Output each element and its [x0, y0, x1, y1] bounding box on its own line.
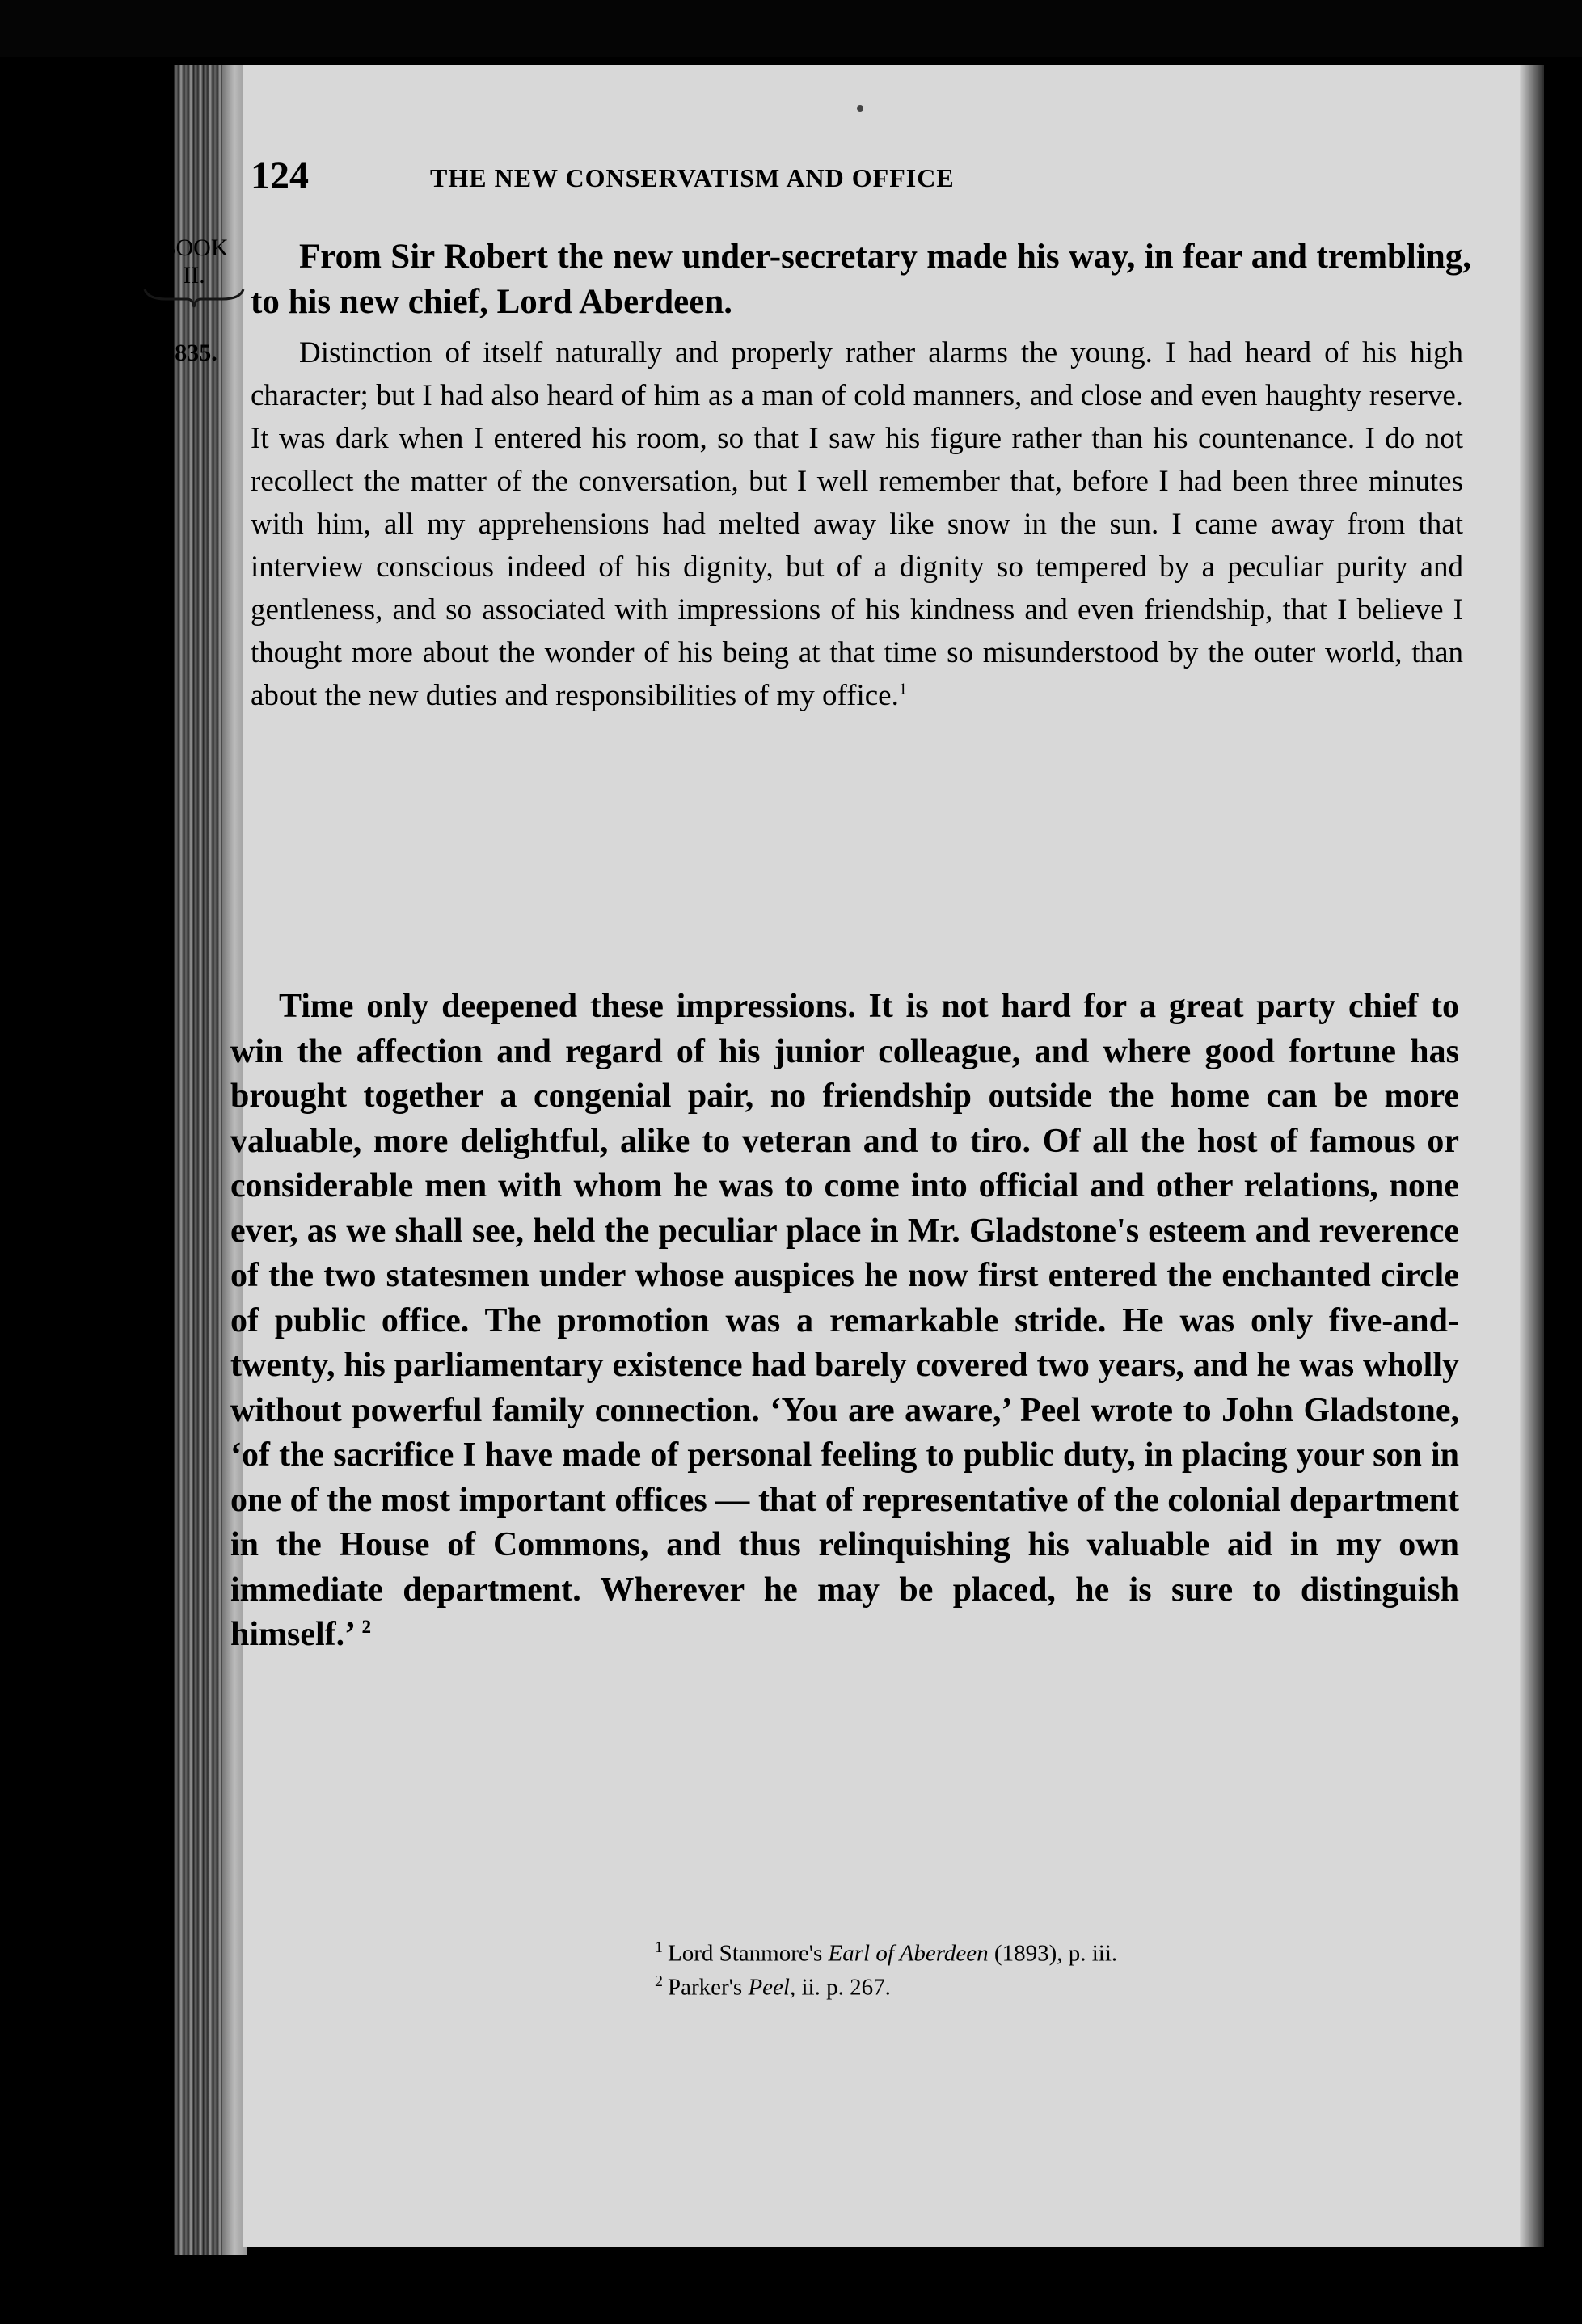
paragraph-2-quotation	[251, 331, 1463, 717]
scan-border	[0, 0, 1582, 57]
footnote-citation: (1893), p. iii.	[988, 1940, 1118, 1967]
margin-book-word: BOOK	[159, 234, 229, 261]
footnote-ref-1: 1	[898, 680, 908, 698]
running-head	[251, 154, 1301, 210]
paragraph-3-text: Time only deepened these impressions. It is not hard for a great party chief to win the affection and regard of his junior colleague, and where good fortune has brought together a congenial pair, no friendship outside the home can be more valuable, more delightful, alike to veteran and to tiro. Of all the host of famous or considerable men with whom he was to come into official and other relations, none ever, as we shall see, held the peculiar place in Mr. Gladstone's esteem and reverence of the two statesmen under whose auspices he now first entered the enchanted circle of public office. The promotion was a remarkable stride. He was only five-and-twenty, his parliamentary existence had barely covered two years, and he was wholly without powerful family connection. ‘You are aware,’ Peel wrote to John Gladstone, ‘of the sacrifice I have made of personal feeling to public duty, in placing your son in one of the most important offices — that of representative of the colonial department in the House of Commons, and thus relinquishing his valuable aid in my own immediate department. Wherever he may be placed, he is sure to distinguish himself.’	[230, 988, 1459, 1653]
footnote-text: Parker's	[668, 1974, 749, 2001]
footnote-2	[655, 1968, 1382, 2001]
margin-book-label	[137, 234, 251, 289]
paragraph-3	[230, 985, 1459, 1658]
margin-brace	[141, 285, 247, 309]
page-number: 124	[251, 154, 309, 197]
footnote-number: 2	[655, 1972, 663, 1990]
footnote-ref-2: 2	[361, 1616, 372, 1637]
scan-speck	[857, 105, 863, 112]
paragraph-2-text: Distinction of itself naturally and properly rather alarms the young. I had heard of his high character; but I had also heard of him as a man of cold manners, and close and even haughty reserve. It was dark when I entered his room, so that I saw his figure rather than his countenance. I do not recollect the matter of the conversation, but I well remember that, before I had been three minutes with him, all my apprehensions had melted away like snow in the sun. I came away from that interview conscious indeed of his dignity, but of a dignity so tempered by a peculiar purity and gentleness, and so associated with impressions of his kindness and even friendship, that I believe I thought more about the wonder of his being at that time so misunderstood by the outer world, than about the new duties and responsibilities of my office.	[251, 336, 1463, 712]
margin-year: 1835.	[162, 340, 217, 366]
margin-book-number: II.	[183, 262, 205, 289]
footnotes	[655, 1934, 1382, 2001]
footnote-title: Earl of Aberdeen	[828, 1940, 989, 1967]
paragraph-1: From Sir Robert the new under-secretary made his way, in fear and trembling, to his new chief, Lord Aberdeen.	[251, 238, 1471, 321]
footnote-number: 1	[655, 1938, 663, 1956]
footnote-title: Peel,	[748, 1974, 796, 2001]
footnote-1	[655, 1934, 1382, 1968]
page-edge-shadow	[1520, 65, 1544, 2247]
running-title: THE NEW CONSERVATISM AND OFFICE	[430, 163, 955, 192]
footnote-citation: ii. p. 267.	[795, 1974, 891, 2001]
footnote-text: Lord Stanmore's	[668, 1940, 829, 1967]
